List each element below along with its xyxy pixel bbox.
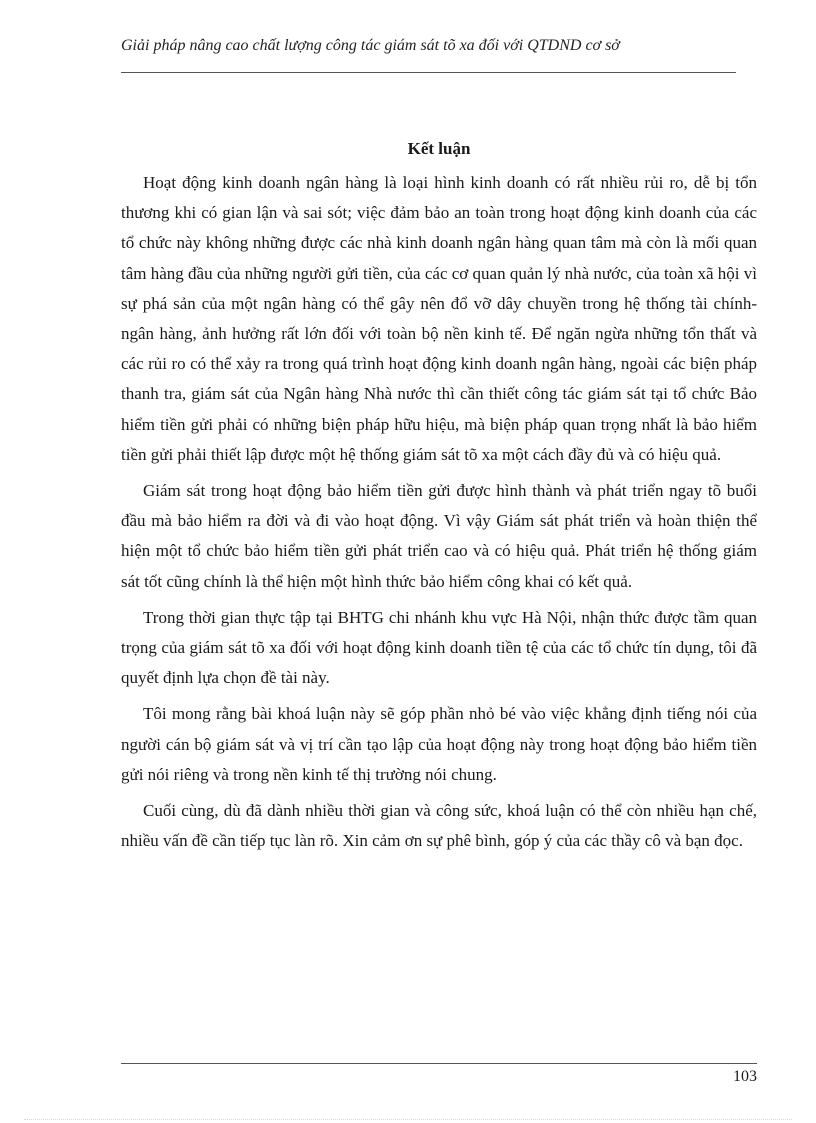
paragraph: Hoạt động kinh doanh ngân hàng là loại hình kinh doanh có rất nhiều rủi ro, dễ bị tổn thương khi có gian lận và sai sót; việc đảm bảo an toàn trong hoạt động kinh doanh của các tổ chức này không những được các nhà kinh doanh ngân hàng quan tâm mà còn là mối quan tâm hàng đầu của những người gửi tiền, của các cơ quan quản lý nhà nước, của toàn xã hội vì sự phá sản của một ngân hàng có thể gây nên đổ vỡ dây chuyền trong hệ thống tài chính- ngân hàng, ảnh hưởng rất lớn đối với toàn bộ nền kinh tế. Để ngăn ngừa những tổn thất và các rủi ro có thể xảy ra trong quá trình hoạt động kinh doanh ngân hàng, ngoài các biện pháp thanh tra, giám sát của Ngân hàng Nhà nước thì cần thiết công tác giám sát tại tổ chức Bảo hiểm tiền gửi phải có những biện pháp hữu hiệu, mà biện pháp quan trọng nhất là bảo hiểm tiền gửi phải thiết lập được một hệ thống giám sát tõ xa một cách đầy đủ và có hiệu quả. (121, 173, 757, 464)
page-edge-divider (24, 1119, 792, 1120)
body-text (121, 168, 757, 862)
running-header: Giải pháp nâng cao chất lượng công tác giám sát tõ xa đối với QTDND cơ sở (121, 37, 620, 54)
paragraph: Trong thời gian thực tập tại BHTG chi nhánh khu vực Hà Nội, nhận thức được tầm quan trọng của giám sát tõ xa đối với hoạt động kinh doanh tiền tệ của các tổ chức tín dụng, tôi đã quyết định lựa chọn đề tài này. (121, 607, 757, 688)
section-title: Kết luận (407, 139, 471, 158)
header-divider (121, 72, 736, 73)
page-number: 103 (733, 1068, 757, 1085)
paragraph: Cuối cùng, dù đã dành nhiều thời gian và công sức, khoá luận có thể còn nhiều hạn chế, nhiều vấn đề cần tiếp tục làn rõ. Xin cảm ơn sự phê bình, góp ý của các thầy cô và bạn đọc. (121, 801, 757, 851)
paragraph: Tôi mong rằng bài khoá luận này sẽ góp phần nhỏ bé vào việc khẳng định tiếng nói của người cán bộ giám sát và vị trí cần tạo lập của hoạt động này trong hoạt động bảo hiểm tiền gửi nói riêng và trong nền kinh tế thị trường nói chung. (121, 704, 757, 784)
paragraph: Giám sát trong hoạt động bảo hiểm tiền gửi được hình thành và phát triển ngay tõ buổi đầu mà bảo hiểm ra đời và đi vào hoạt động. Vì vậy Giám sát phát triển và hoàn thiện thể hiện một tổ chức bảo hiểm tiền gửi phát triển cao và có hiệu quả. Phát triển hệ thống giám sát tốt cũng chính là thể hiện một hình thức bảo hiểm công khai có kết quả. (121, 481, 757, 591)
footer-divider (121, 1063, 757, 1064)
